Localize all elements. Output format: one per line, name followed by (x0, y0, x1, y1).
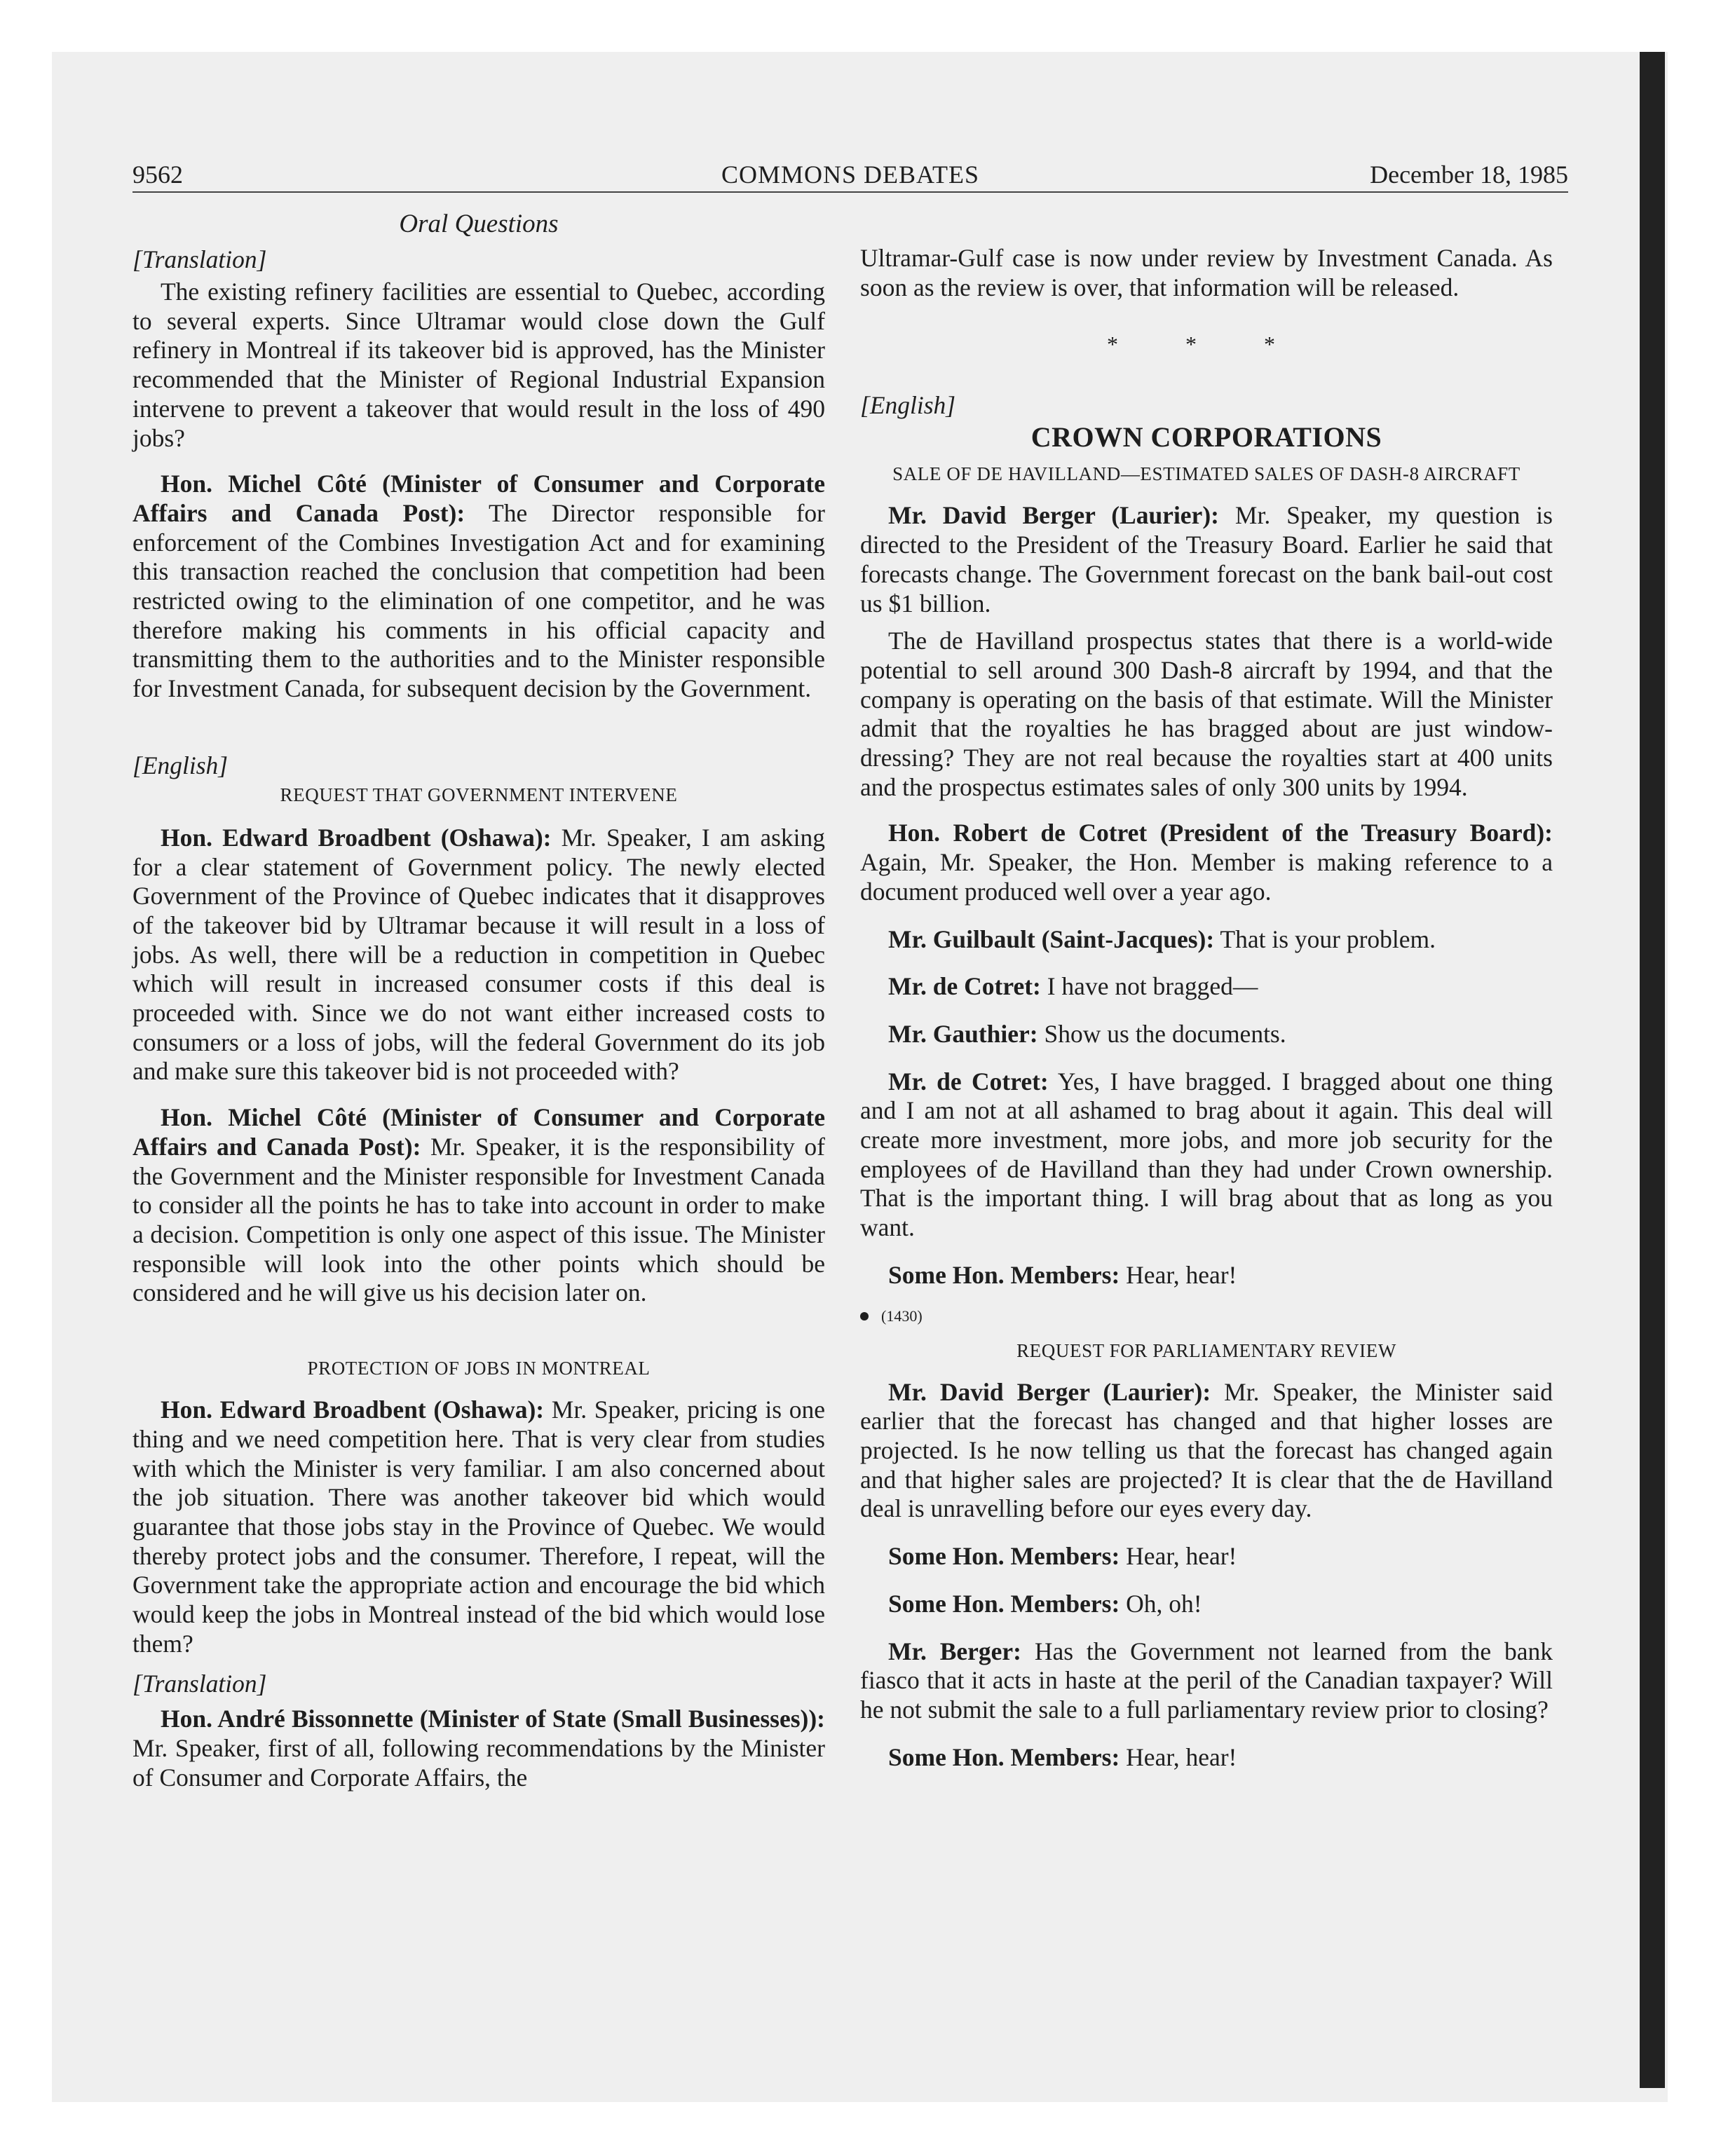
bullet-icon (860, 1312, 869, 1321)
speech-text: Show us the documents. (1037, 1019, 1286, 1048)
paragraph: The existing refinery facilities are essential to Quebec, according to several experts. Since Ultramar would close down the Gulf refinery in Montreal if its takeover bid is approved, has the Minister recommended that the Minister of Regional Industrial Expansion intervene to prevent a takeover that would result in the loss of 490 jobs? (132, 278, 825, 452)
translation-label: [Translation] (132, 1670, 267, 1698)
speaker-name: Mr. de Cotret: (888, 972, 1041, 1001)
speech-text: Mr. Speaker, pricing is one thing and we need competition here. That is very clear from studies with which the Minister is very familiar. I am also concerned about the job situation. There was another takeover bid which would guarantee that those jobs stay in the Province of Quebec. We would thereby protect jobs and the consumer. Therefore, I repeat, will the Government take the appropriate action and encourage the bid which would keep the jobs in Montreal instead of the bid which would lose them? (132, 1396, 825, 1658)
speaker-name: Mr. David Berger (Laurier): (888, 501, 1219, 530)
speech (860, 1020, 1553, 1049)
right-column (860, 244, 1553, 1772)
speech (860, 1261, 1553, 1290)
timestamp-text: (1430) (881, 1306, 923, 1325)
page-header (132, 158, 1568, 193)
speech (860, 925, 1553, 955)
speech (860, 1590, 1553, 1619)
speech (860, 1637, 1553, 1725)
left-column (132, 244, 825, 1793)
speaker-name: Mr. Berger: (888, 1637, 1022, 1665)
speaker-name: Hon. Michel Côté (Minister of Consumer and Corporate Affairs and Canada Post): (132, 1103, 825, 1161)
speaker-name: Some Hon. Members: (888, 1542, 1120, 1571)
speech (132, 470, 825, 704)
section-heading: CROWN CORPORATIONS (1030, 421, 1382, 453)
speech-text: Mr. Speaker, it is the responsibility of the Government and the Minister responsible for Investment Canada to consider all the points he has to take into account in order to make a decision. Competition is only one aspect of this issue. The Minister responsible will look into the other points which should be considered and he will give us his decision later on. (132, 1132, 825, 1307)
speech-text: Mr. Speaker, my question is directed to the President of the Treasury Board. Earlier he said that forecasts change. The Government forecast on the bank bail-out cost us $1 billion. (860, 501, 1553, 618)
speaker-name: Some Hon. Members: (888, 1589, 1120, 1618)
running-head: Oral Questions (399, 210, 559, 238)
scan-edge-shadow (1640, 52, 1665, 2088)
speech-text: The Director responsible for enforcement of the Combines Investigation Act and for examining this transaction reached the conclusion that competition had been restricted owing to the elimination of one competitor, and he was therefore making his comments in his official capacity and transmitting them to the authorities and to the Minister responsible for Investment Canada, for subsequent decision by the Government. (132, 498, 826, 703)
speech-text: That is your problem. (1214, 925, 1436, 953)
speech-text: Mr. Speaker, I am asking for a clear statement of Government policy. The newly elected Government of the Province of Quebec indicates that it disapproves of the takeover bid by Ultramar because it will result in a loss of jobs. As well, there will be a reduction in competition in Quebec which will result in increased consumer costs if this deal is proceeded with. Since we do not want either increased costs to consumers or a loss of jobs, will the federal Government do its job and make sure this takeover bid is not proceeded with? (132, 823, 826, 1086)
english-label: [English] (860, 391, 956, 420)
speech (860, 1378, 1553, 1524)
speech (860, 501, 1553, 618)
english-label: [English] (132, 751, 229, 779)
speech (860, 972, 1553, 1002)
speech-text: Again, Mr. Speaker, the Hon. Member is making reference to a document produced well over a year ago. (860, 848, 1553, 906)
timestamp (860, 1306, 1553, 1327)
speech-text: Mr. Speaker, first of all, following recommendations by the Minister of Consumer and Corporate Affairs, the (132, 1734, 825, 1792)
section-break: * * * (1107, 332, 1306, 357)
speech-text: I have not bragged— (1040, 972, 1258, 1001)
speech-text: Mr. Speaker, the Minister said earlier that the forecast has changed and that higher losses are projected. Is he now telling us that the forecast has changed again and that higher sales are projected? It is clear that the de Havilland deal is unravelling before our eyes every day. (860, 1377, 1553, 1523)
speaker-name: Some Hon. Members: (888, 1260, 1120, 1289)
subheading: REQUEST FOR PARLIAMENTARY REVIEW (1016, 1339, 1396, 1361)
speech (132, 1705, 825, 1792)
speaker-name: Hon. André Bissonnette (Minister of State (Small Businesses)): (161, 1705, 825, 1733)
speech (860, 819, 1553, 906)
subheading: REQUEST THAT GOVERNMENT INTERVENE (280, 784, 678, 805)
speaker-name: Mr. Gauthier: (888, 1019, 1038, 1048)
subheading: SALE OF DE HAVILLAND—ESTIMATED SALES OF DASH-8 AIRCRAFT (892, 463, 1520, 485)
speaker-name: Hon. Edward Broadbent (Oshawa): (161, 823, 552, 852)
issue-date: December 18, 1985 (1370, 161, 1568, 189)
speaker-name: Hon. Edward Broadbent (Oshawa): (161, 1396, 545, 1424)
speech (132, 824, 825, 1086)
page-number: 9562 (132, 161, 183, 189)
speaker-name: Mr. Guilbault (Saint-Jacques): (888, 925, 1215, 953)
speech-text: Hear, hear! (1120, 1260, 1237, 1289)
paragraph: Ultramar-Gulf case is now under review by Investment Canada. As soon as the review is over, that information will be released. (860, 244, 1553, 301)
paragraph: The de Havilland prospectus states that there is a world-wide potential to sell around 300 Dash-8 aircraft by 1994, and that the company is operating on the basis of that estimate. Will the Minister admit that the royalties he has bragged about are just window-dressing? They are not real because the royalties start at 400 units and the prospectus estimates sales of only 300 units by 1994. (860, 627, 1553, 801)
speaker-name: Hon. Robert de Cotret (President of the Treasury Board): (888, 819, 1553, 847)
speech (860, 1542, 1553, 1571)
speech-text: Hear, hear! (1120, 1742, 1237, 1771)
speech-text: Has the Government not learned from the bank fiasco that it acts in haste at the peril of the Canadian taxpayer? Will he not submit the sale to a full parliamentary review prior to closing? (860, 1637, 1553, 1724)
speech (132, 1396, 825, 1658)
translation-label: [Translation] (132, 245, 267, 273)
subheading: PROTECTION OF JOBS IN MONTREAL (307, 1358, 651, 1379)
speech-text: Hear, hear! (1120, 1542, 1237, 1571)
speech (860, 1067, 1553, 1243)
speaker-name: Mr. David Berger (Laurier): (888, 1377, 1211, 1406)
publication-title: COMMONS DEBATES (721, 161, 980, 189)
speech (132, 1103, 825, 1308)
speaker-name: Hon. Michel Côté (Minister of Consumer and Corporate Affairs and Canada Post): (132, 470, 825, 527)
speech-text: Yes, I have bragged. I bragged about one thing and I am not at all ashamed to brag about it again. This deal will create more investment, more jobs, and more job security for the employees of de Havilland than they had under Crown ownership. That is the important thing. I will brag about that as long as you want. (860, 1067, 1553, 1242)
speaker-name: Mr. de Cotret: (888, 1067, 1049, 1096)
speech-text: Oh, oh! (1120, 1589, 1202, 1618)
speaker-name: Some Hon. Members: (888, 1742, 1120, 1771)
speech (860, 1743, 1553, 1773)
